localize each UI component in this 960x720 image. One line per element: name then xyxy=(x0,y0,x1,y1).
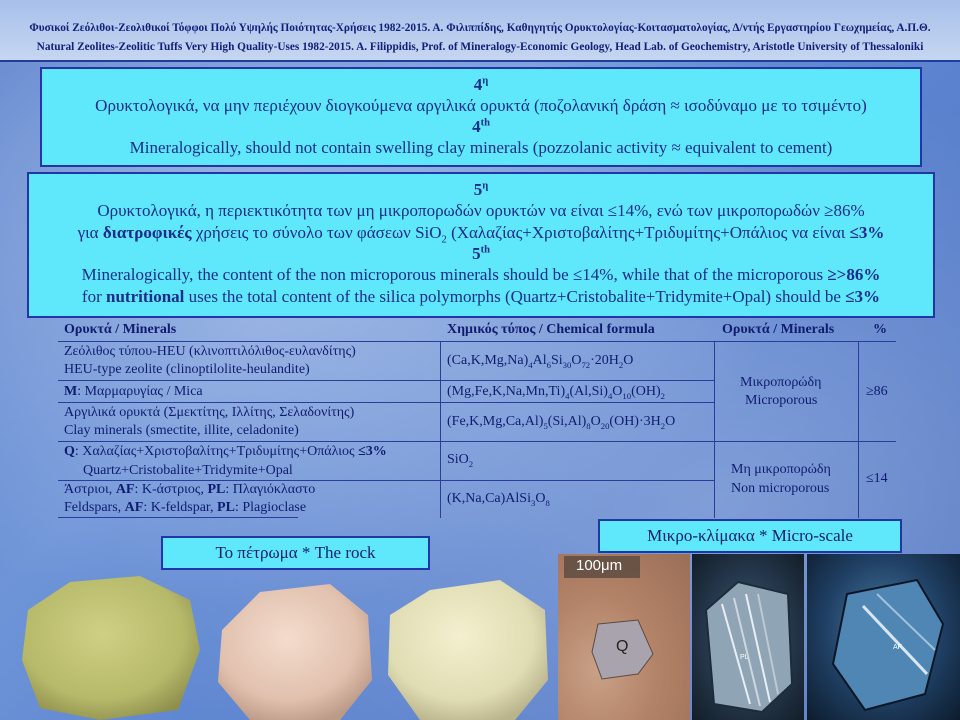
row-clay-greek: Αργιλικά ορυκτά (Σμεκτίτης, Ιλλίτης, Σελαδονίτης) xyxy=(64,405,355,420)
row-divider xyxy=(58,380,714,381)
group-microporous-percent: ≥86 xyxy=(866,384,888,399)
table-col-divider xyxy=(714,341,715,518)
scale-bar-label: 100μm xyxy=(576,557,623,574)
group-microporous-gr: Μικροπορώδη xyxy=(740,375,822,390)
header-title-greek: Φυσικοί Ζεόλιθοι-Ζεολιθικοί Τόφφοι Πολύ Υψηλής Ποιότητας-Χρήσεις 1982-2015. Α. Φιλιππίδης, Καθηγητής Ορυκτολογίας-Κοιτασματολογίας, Δ/ντής Εργαστηρίου Γεωχημείας, Α.Π.Θ. xyxy=(29,22,931,34)
table-header-divider xyxy=(58,341,896,342)
criterion-5-en-line2: for nutritional uses the total content of the silica polymorphs (Quartz+Cristobalite+Tridymite+Opal) should be ≤3% xyxy=(81,287,881,306)
pink-zeolite-rock xyxy=(218,584,372,720)
table-col-divider xyxy=(440,341,441,518)
rock-label-box: Το πέτρωμα * The rock xyxy=(161,536,430,570)
criterion-4-text-en: Mineralogically, should not contain swelling clay minerals (pozzolanic activity ≈ equivalent to cement) xyxy=(129,138,833,157)
criterion-5-heading-gr: $5^\eta$ xyxy=(473,180,489,199)
row-heu-english: HEU-type zeolite (clinoptilolite-heulandite) xyxy=(64,362,310,377)
group-divider xyxy=(58,441,896,442)
row-clay-english: Clay minerals (smectite, illite, celadonite) xyxy=(64,423,299,438)
micrograph-plagioclase xyxy=(692,554,804,720)
group-nonmicroporous-percent: ≤14 xyxy=(866,471,888,486)
row-heu-greek: Ζεόλιθος τύπου-HEU (κλινοπτιλόλιθος-ευλανδίτης) xyxy=(64,344,356,359)
plagioclase-label: PL xyxy=(740,654,749,661)
micro-scale-label-box: Μικρο-κλίμακα * Micro-scale xyxy=(598,519,902,553)
green-zeolite-rock xyxy=(22,576,200,720)
group-nonmicroporous-en: Non microporous xyxy=(731,481,830,496)
criterion-5-en-line1: Mineralogically, the content of the non microporous minerals should be ≤14%, while that of the microporous ≥>86% xyxy=(81,265,881,284)
k-feldspar-label: AF xyxy=(893,644,902,651)
criterion-5-heading-en: 5th xyxy=(472,244,490,263)
group-microporous-en: Microporous xyxy=(745,393,818,408)
formula-clay: $(Fe,K,Mg,Ca,Al)_5(Si,Al)_8O_{20}(OH)\cdot 3H_2O$ xyxy=(447,414,676,431)
row-quartz-greek: Q: Χαλαζίας+Χριστοβαλίτης+Τριδυμίτης+Οπάλιος ≤3% xyxy=(64,444,387,459)
table-col-divider xyxy=(858,341,859,518)
row-divider xyxy=(58,402,714,403)
criterion-4-heading-gr: $4^\eta$ xyxy=(473,75,489,94)
row-quartz-english: Quartz+Cristobalite+Tridymite+Opal xyxy=(83,463,293,478)
rock-specimens xyxy=(0,570,560,720)
row-mica: M: Μαρμαρυγίας / Mica xyxy=(64,384,203,399)
criterion-4-text-gr: Ορυκτολογικά, να μην περιέχουν διογκούμενα αργιλικά ορυκτά (ποζολανική δράση ≈ ισοδύναμο με το τσιμέντο) xyxy=(95,96,867,115)
table-header-minerals-group: Ορυκτά / Minerals xyxy=(722,322,835,337)
table-header-percent: % xyxy=(873,322,887,337)
k-feldspar-crystal xyxy=(807,554,960,720)
criterion-5-gr-line1: Ορυκτολογικά, η περιεκτικότητα των μη μικροπορωδών ορυκτών να είναι ≤14%, ενώ των μικροπορωδών ≥86% xyxy=(97,201,865,220)
formula-heu: $(Ca,K,Mg,Na)_4Al_6Si_{30}O_{72}\cdot 20H_2O$ xyxy=(447,353,634,370)
group-nonmicroporous-gr: Μη μικροπορώδη xyxy=(731,462,831,477)
criterion-4-heading-en: 4th xyxy=(472,117,490,136)
criterion-5-gr-line2: για διατροφικές χρήσεις το σύνολο των φάσεων SiO$_2$ (Χαλαζίας+Χριστοβαλίτης+Τριδυμίτης+Οπάλιος να είναι ≤3% xyxy=(77,223,885,246)
header-title-english: Natural Zeolites-Zeolitic Tuffs Very High Quality-Uses 1982-2015. A. Filippidis, Prof. of Mineralogy-Economic Geology, Head Lab. of Geochemistry, Aristotle University of Thessaloniki xyxy=(36,41,924,53)
row-feldspar-english: Feldspars, AF: K-feldspar, PL: Plagioclase xyxy=(64,500,307,515)
white-zeolite-rock xyxy=(388,580,548,720)
table-bottom-line xyxy=(58,517,298,518)
formula-quartz: SiO$_2$ xyxy=(447,452,474,469)
table-header-minerals: Ορυκτά / Minerals xyxy=(64,322,177,337)
formula-mica: $(Mg,Fe,K,Na,Mn,Ti)_4(Al,Si)_4O_{10}(OH)_2$ xyxy=(447,384,665,401)
quartz-grain xyxy=(558,554,690,720)
row-feldspar-greek: Άστριοι, AF: Κ-άστριος, PL: Πλαγιόκλαστο xyxy=(64,482,316,497)
formula-feldspar: $(K,Na,Ca)AlSi_3O_8$ xyxy=(447,491,550,508)
plagioclase-crystal xyxy=(692,554,804,720)
micrograph-k-feldspar xyxy=(807,554,960,720)
table-header-formula: Χημικός τύπος / Chemical formula xyxy=(447,322,655,337)
quartz-label: Q xyxy=(616,638,629,655)
micrograph-quartz xyxy=(558,554,690,720)
